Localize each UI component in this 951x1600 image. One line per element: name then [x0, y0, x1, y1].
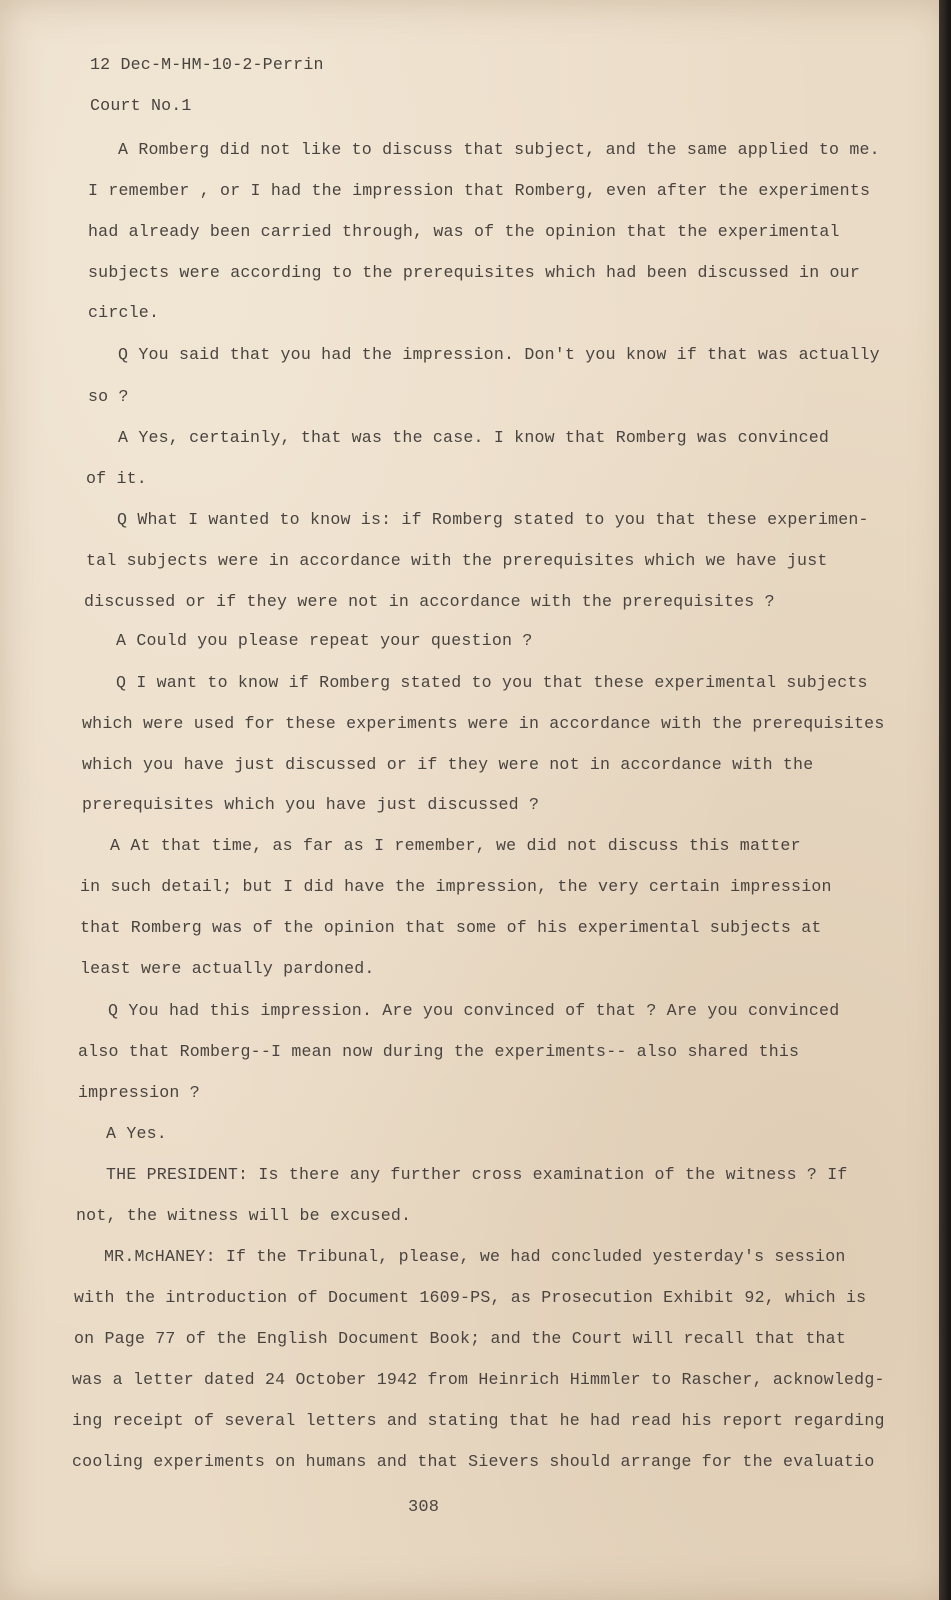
transcript-line: prerequisites which you have just discussed ? — [82, 795, 540, 814]
transcript-line: least were actually pardoned. — [80, 959, 375, 978]
transcript-line: that Romberg was of the opinion that some of his experimental subjects at — [80, 918, 822, 937]
transcript-line: discussed or if they were not in accordance with the prerequisites ? — [84, 592, 775, 611]
transcript-line: subjects were according to the prerequisites which had been discussed in our — [88, 263, 860, 282]
transcript-line: A Yes, certainly, that was the case. I know that Romberg was convinced — [118, 428, 830, 447]
transcript-line: had already been carried through, was of the opinion that the experimental — [88, 222, 840, 241]
transcript-line: circle. — [88, 303, 160, 322]
transcript-line: A Yes. — [106, 1124, 167, 1143]
court-label: Court No.1 — [90, 96, 192, 115]
transcript-line: A Romberg did not like to discuss that subject, and the same applied to me. — [118, 140, 880, 159]
transcript-line: of it. — [86, 469, 147, 488]
transcript-line: I remember , or I had the impression that Romberg, even after the experiments — [88, 181, 871, 200]
document-header: 12 Dec-M-HM-10-2-Perrin — [90, 55, 324, 74]
transcript-line: which were used for these experiments were in accordance with the prerequisites — [82, 714, 885, 733]
transcript-line: A At that time, as far as I remember, we did not discuss this matter — [110, 836, 801, 855]
transcript-line: A Could you please repeat your question ? — [116, 631, 533, 650]
transcript-line: Q You had this impression. Are you convinced of that ? Are you convinced — [108, 1001, 840, 1020]
transcript-line: in such detail; but I did have the impression, the very certain impression — [80, 877, 832, 896]
transcript-line: impression ? — [78, 1083, 200, 1102]
page-edge-shadow — [939, 0, 951, 1600]
transcript-line: ing receipt of several letters and stating that he had read his report regarding — [72, 1411, 885, 1430]
transcript-line: was a letter dated 24 October 1942 from Heinrich Himmler to Rascher, acknowledg- — [72, 1370, 885, 1389]
transcript-line: also that Romberg--I mean now during the experiments-- also shared this — [78, 1042, 800, 1061]
transcript-line: Q You said that you had the impression. Don't you know if that was actually — [118, 345, 880, 364]
transcript-line: which you have just discussed or if they were not in accordance with the — [82, 755, 814, 774]
transcript-line: with the introduction of Document 1609-PS, as Prosecution Exhibit 92, which is — [74, 1288, 867, 1307]
transcript-line: not, the witness will be excused. — [76, 1206, 412, 1225]
transcript-line: on Page 77 of the English Document Book; and the Court will recall that that — [74, 1329, 846, 1348]
transcript-line: so ? — [88, 387, 129, 406]
transcript-line: Q I want to know if Romberg stated to you that these experimental subjects — [116, 673, 868, 692]
page-number: 308 — [408, 1498, 440, 1517]
transcript-line: cooling experiments on humans and that Sievers should arrange for the evaluatio — [72, 1452, 875, 1471]
transcript-line: MR.McHANEY: If the Tribunal, please, we had concluded yesterday's session — [104, 1247, 846, 1266]
transcript-line: tal subjects were in accordance with the prerequisites which we have just — [86, 551, 828, 570]
transcript-line: THE PRESIDENT: Is there any further cross examination of the witness ? If — [106, 1165, 848, 1184]
transcript-line: Q What I wanted to know is: if Romberg stated to you that these experimen- — [117, 510, 869, 529]
